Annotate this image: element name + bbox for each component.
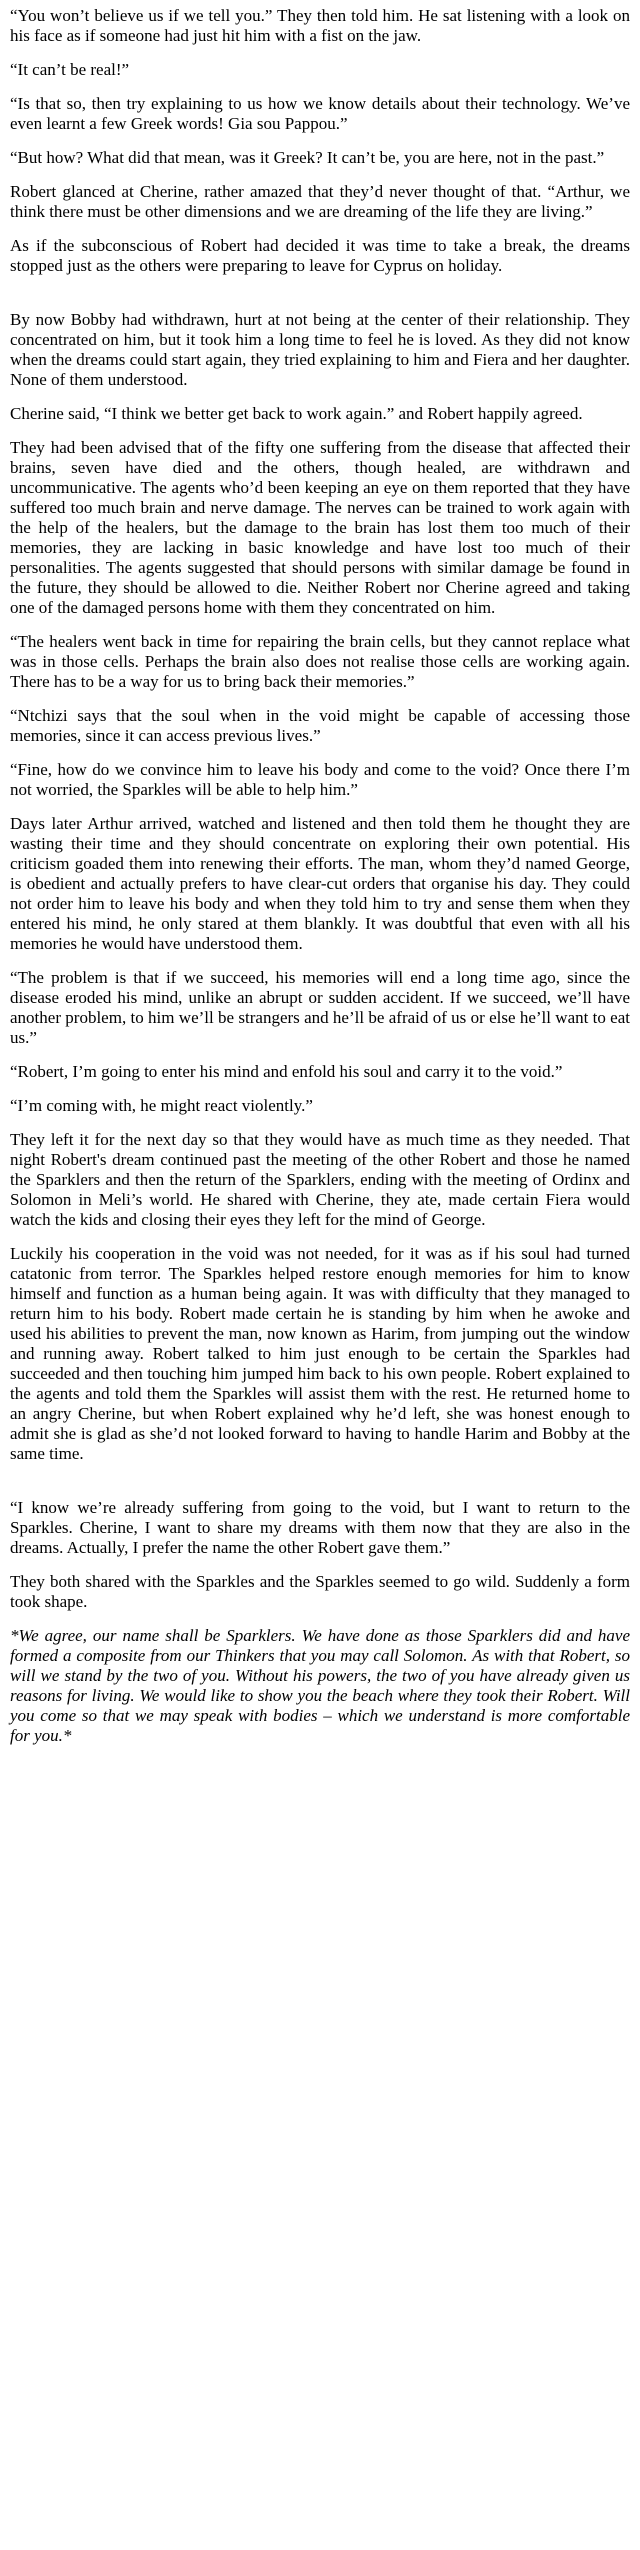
paragraph: “Ntchizi says that the soul when in the void might be capable of accessing those memories, since it can access previous lives.”	[10, 706, 630, 745]
paragraph-italic: *We agree, our name shall be Sparklers. We have done as those Sparklers did and have formed a composite from our Thinkers that you may call Solomon. As with that Robert, so will we stand by the two of you. Without his powers, the two of you have already given us reasons for living. We would like to show you the beach where they took their Robert. Will you come so that we may speak with bodies – which we understand is more comfortable for you.*	[10, 1626, 630, 1745]
paragraph: “It can’t be real!”	[10, 60, 130, 79]
paragraph: “Is that so, then try explaining to us how we know details about their technology. We’ve even learnt a few Greek words! Gia sou Pappou.”	[10, 94, 630, 133]
paragraph: By now Bobby had withdrawn, hurt at not being at the center of their relationship. They concentrated on him, but it took him a long time to feel he is loved. As they did not know when the dreams could start again, they tried explaining to him and Fiera and her daughter. None of them understood.	[10, 310, 630, 389]
paragraph: They both shared with the Sparkles and the Sparkles seemed to go wild. Suddenly a form took shape.	[10, 1572, 630, 1611]
paragraph: Luckily his cooperation in the void was not needed, for it was as if his soul had turned catatonic from terror. The Sparkles helped restore enough memories for him to know himself and function as a human being again. It was with difficulty that they managed to return him to his body. Robert made certain he is standing by him when he awoke and used his abilities to prevent the man, now known as Harim, from jumping out the window and running away. Robert talked to him just enough to be certain the Sparkles had succeeded and then touching him jumped him back to his own people. Robert explained to the agents and told them the Sparkles will assist them with the rest. He returned home to an angry Cherine, but when Robert explained why he’d left, she was honest enough to admit she is glad as she’d not looked forward to having to handle Harim and Bobby at the same time.	[10, 1244, 630, 1463]
paragraph: “You won’t believe us if we tell you.” They then told him. He sat listening with a look on his face as if someone had just hit him with a fist on the jaw.	[10, 6, 630, 45]
paragraph: Cherine said, “I think we better get back to work again.” and Robert happily agreed.	[10, 404, 583, 423]
paragraph: “I’m coming with, he might react violently.”	[10, 1096, 313, 1115]
paragraph: As if the subconscious of Robert had decided it was time to take a break, the dreams stopped just as the others were preparing to leave for Cyprus on holiday.	[10, 236, 630, 275]
paragraph: Days later Arthur arrived, watched and listened and then told them he thought they are wasting their time and they should concentrate on exploring their own potential. His criticism goaded them into renewing their efforts. The man, whom they’d named George, is obedient and actually prefers to have clear-cut orders that organise his day. They could not order him to leave his body and when they told him to try and sense them when they entered his mind, he only stared at them blankly. It was doubtful that even with all his memories he would have understood them.	[10, 814, 630, 953]
paragraph: Robert glanced at Cherine, rather amazed that they’d never thought of that. “Arthur, we think there must be other dimensions and we are dreaming of the life they are living.”	[10, 182, 630, 221]
paragraph: “I know we’re already suffering from going to the void, but I want to return to the Sparkles. Cherine, I want to share my dreams with them now that they are also in the dreams. Actually, I prefer the name the other Robert gave them.”	[10, 1498, 630, 1557]
paragraph: They had been advised that of the fifty one suffering from the disease that affected their brains, seven have died and the others, though healed, are withdrawn and uncommunicative. The agents who’d been keeping an eye on them reported that they have suffered too much brain and nerve damage. The nerves can be trained to work again with the help of the healers, but the damage to the brain has lost them too much of their memories, they are lacking in basic knowledge and have lost too much of their personalities. The agents suggested that should persons with similar damage be found in the future, they should be allowed to die. Neither Robert nor Cherine agreed and taking one of the damaged persons home with them they concentrated on him.	[10, 438, 630, 617]
paragraph: “Fine, how do we convince him to leave his body and come to the void? Once there I’m not worried, the Sparkles will be able to help him.”	[10, 760, 630, 799]
paragraph: “The healers went back in time for repairing the brain cells, but they cannot replace what was in those cells. Perhaps the brain also does not realise those cells are working again. There has to be a way for us to bring back their memories.”	[10, 632, 630, 691]
paragraph: “But how? What did that mean, was it Greek? It can’t be, you are here, not in the past.”	[10, 148, 605, 167]
paragraph: “Robert, I’m going to enter his mind and enfold his soul and carry it to the void.”	[10, 1062, 563, 1081]
paragraph: They left it for the next day so that they would have as much time as they needed. That night Robert's dream continued past the meeting of the other Robert and those he named the Sparklers and then the return of the Sparklers, ending with the meeting of Ordinx and Solomon in Meli’s world. He shared with Cherine, they ate, made certain Fiera would watch the kids and closing their eyes they left for the mind of George.	[10, 1130, 630, 1229]
paragraph: “The problem is that if we succeed, his memories will end a long time ago, since the disease eroded his mind, unlike an abrupt or sudden accident. If we succeed, we’ll have another problem, to him we’ll be strangers and he’ll be afraid of us or else he’ll want to eat us.”	[10, 968, 630, 1047]
